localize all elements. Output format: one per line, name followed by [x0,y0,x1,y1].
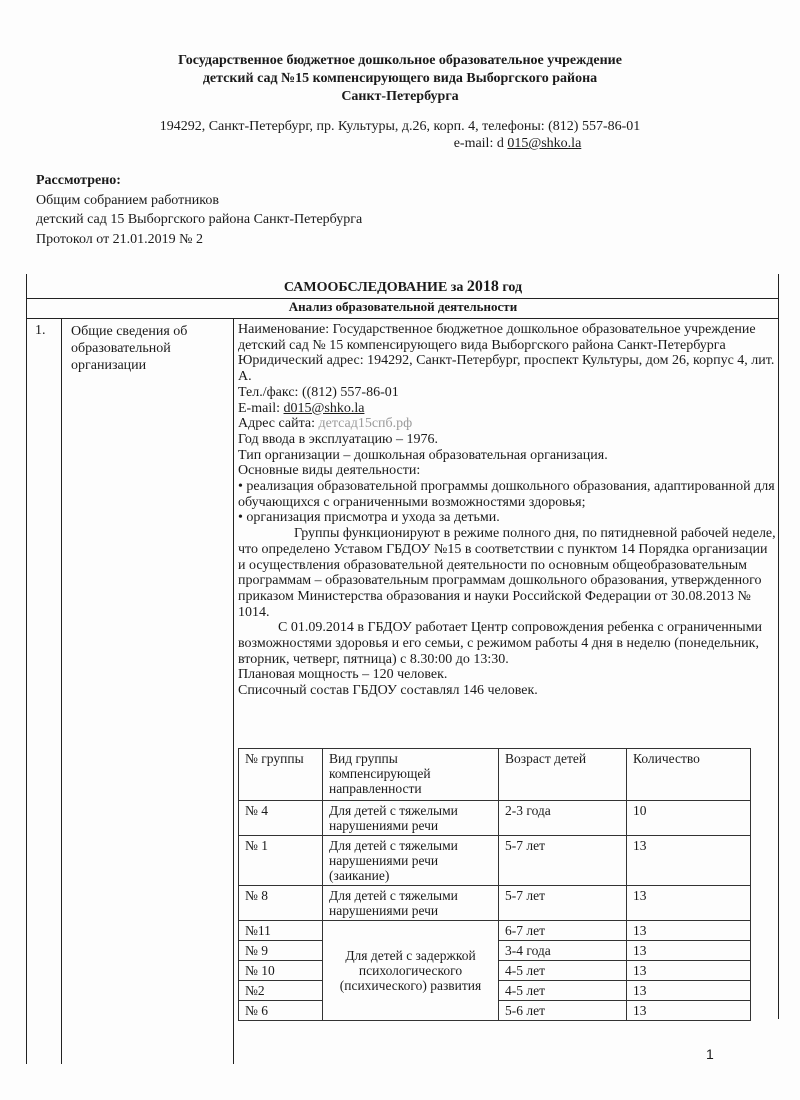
reviewed-line-3: Протокол от 21.01.2019 № 2 [36,231,204,247]
report-title [26,278,780,296]
report-title-year: 2018 [466,278,499,295]
cell-group: № 9 [239,941,323,961]
cell-type: Для детей с тяжелыми нарушениями речи [323,801,499,836]
cell-count: 13 [627,836,751,886]
content-site-link[interactable]: детсад15спб.рф [318,416,413,432]
content-activities-heading: Основные виды деятельности: [238,463,421,479]
cell-count: 13 [627,886,751,921]
cell-type: Для детей с тяжелыми нарушениями речи (заикание) [323,836,499,886]
table-row [239,886,751,921]
content-email-label: E-mail: [238,400,284,416]
address-line: 194292, Санкт-Петербург, пр. Культуры, д.26, корп. 4, телефоны: (812) 557-86-01 [159,119,641,134]
cell-type-merged: Для детей с задержкой психологического (психического) развития [323,921,499,1021]
address-email-line [0,135,800,152]
email-prefix: e-mail: d [453,136,508,151]
report-subtitle: Анализ образовательной деятельности [288,299,518,314]
reviewed-line-1: Общим собранием работников [36,192,219,208]
cell-age: 3-4 года [499,941,627,961]
groups-header-row [239,749,751,801]
cell-group: №11 [239,921,323,941]
header-line-2: детский сад №15 компенсирующего вида Выборгского района [202,71,598,86]
cell-count: 13 [627,921,751,941]
table-row [239,921,751,941]
cell-age: 4-5 лет [499,961,627,981]
cell-count: 13 [627,941,751,961]
cell-group: № 10 [239,961,323,981]
table-row [239,836,751,886]
header-count: Количество [627,749,751,801]
content-type: Тип организации – дошкольная образовательная организация. [238,447,608,463]
header-line-1: Государственное бюджетное дошкольное образовательное учреждение [178,53,622,68]
content-enrollment: Списочный состав ГБДОУ составлял 146 человек. [238,683,538,699]
row-number: 1. [35,323,46,338]
header-group-no: № группы [239,749,323,801]
email-link[interactable]: 015@shko.la [507,136,582,151]
table-right-border [778,274,779,1019]
cell-count: 13 [627,981,751,1001]
cell-type: Для детей с тяжелыми нарушениями речи [323,886,499,921]
reviewed-heading: Рассмотрено: [36,173,121,188]
header-age: Возраст детей [499,749,627,801]
content-email [238,401,778,417]
page-number: 1 [706,1046,714,1062]
subtitle-divider [26,318,779,319]
content-capacity: Плановая мощность – 120 человек. [238,667,448,683]
cell-age: 5-7 лет [499,836,627,886]
reviewed-block [36,171,362,249]
content-site [238,416,778,432]
row-name: Общие сведения об образовательной организации [71,324,188,373]
header-group-type: Вид группы компенсирующей направленности [323,749,499,801]
cell-group: № 8 [239,886,323,921]
content-activity-2: • организация присмотра и ухода за детьми. [238,510,500,526]
content-schedule: Группы функционируют в режиме полного дня, по пятидневной рабочей неделе, что определено Уставом ГБДОУ №15 в соответствии с пунктом 14 Порядка организации и осуществления образовательной деятельности по основным общеобразовательным программам – образовательным программам дошкольного образования, утвержденного приказом Министерства образования и науки Российской Федерации от 30.08.2013 № 1014. [238,526,776,620]
cell-age: 4-5 лет [499,981,627,1001]
content-center: С 01.09.2014 в ГБДОУ работает Центр сопровождения ребенка с ограниченными возможностями здоровья и его семьи, с режимом работы 4 дня в неделю (понедельник, вторник, четверг, пятница) с 8.30:00 до 13:30. [238,620,763,667]
content-email-link[interactable]: d015@shko.la [283,400,365,416]
cell-group: №2 [239,981,323,1001]
column-divider-1 [61,318,62,1064]
groups-table [238,748,751,1021]
cell-group: № 1 [239,836,323,886]
content-phone: Тел./факс: ((812) 557-86-01 [238,384,399,400]
cell-age: 6-7 лет [499,921,627,941]
column-divider-2 [233,318,234,1064]
header-line-3: Санкт-Петербурга [341,89,459,104]
cell-age: 5-6 лет [499,1001,627,1021]
cell-count: 13 [627,961,751,981]
organization-header [0,52,800,106]
cell-count: 13 [627,1001,751,1021]
report-title-prefix: САМООБСЛЕДОВАНИЕ за [283,280,467,295]
reviewed-line-2: детский сад 15 Выборгского района Санкт-Петербурга [36,212,363,227]
cell-group: № 6 [239,1001,323,1021]
content-name: Наименование: Государственное бюджетное дошкольное образовательное учреждение детский сад № 15 компенсирующего вида Выборгского района Санкт-Петербурга [238,322,756,353]
content-activity-1: • реализация образовательной программы дошкольного образования, адаптированной для обучающихся с ограниченными возможностями здоровья; [238,479,775,510]
cell-age: 2-3 года [499,801,627,836]
table-row [239,801,751,836]
cell-count: 10 [627,801,751,836]
organization-address [0,118,800,152]
cell-age: 5-7 лет [499,886,627,921]
content-legal-address: Юридический адрес: 194292, Санкт-Петербург, проспект Культуры, дом 26, корпус 4, лит. А. [238,353,775,385]
content-site-label: Адрес сайта: [238,416,319,432]
content-year: Год ввода в эксплуатацию – 1976. [238,431,439,447]
table-left-border [26,274,27,1064]
report-title-suffix: год [498,280,523,295]
cell-group: № 4 [239,801,323,836]
row-content [238,322,778,699]
